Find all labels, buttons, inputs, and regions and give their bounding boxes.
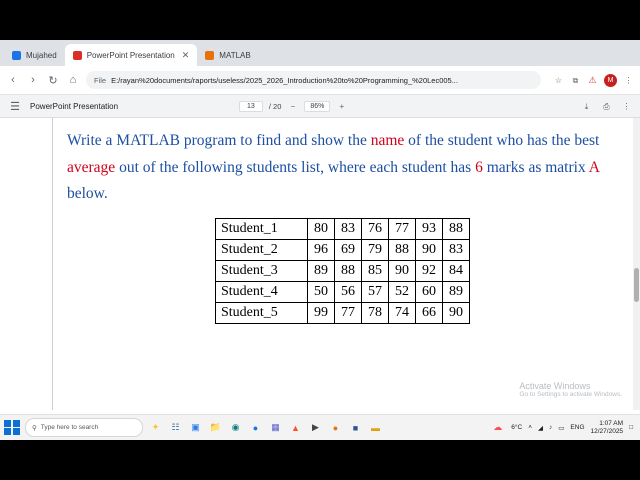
document-page [53, 118, 640, 410]
folder-icon[interactable]: ▬ [371, 422, 380, 433]
watermark-subtitle: Go to Settings to activate Windows. [519, 391, 622, 398]
explorer-icon[interactable]: 📁 [209, 422, 222, 432]
language-indicator[interactable]: ENG [570, 424, 585, 431]
zoom-out-icon[interactable]: − [290, 101, 296, 111]
address-bar-url: E:/rayan%20documents/raports/useless/2025_2026_Introduction%20to%20Programming_%20Lec005... [111, 75, 458, 85]
address-bar[interactable] [86, 71, 541, 89]
question-paragraph [67, 128, 618, 208]
scrollbar-thumb[interactable] [634, 268, 639, 302]
zoom-in-icon[interactable]: + [339, 101, 345, 111]
browser-nav-bar [0, 66, 640, 95]
browser-tab-2[interactable] [197, 44, 258, 66]
sparkle-icon[interactable]: ✦ [151, 422, 160, 432]
mark-cell: 66 [416, 302, 443, 323]
mark-cell: 90 [443, 302, 470, 323]
volume-icon[interactable]: ♪ [549, 424, 553, 431]
student-name-cell: Student_5 [216, 302, 308, 323]
edge-icon[interactable]: ◉ [231, 422, 240, 432]
download-icon[interactable]: ⤓ [584, 101, 589, 111]
document-title: PowerPoint Presentation [30, 101, 119, 111]
para-seg-3: average [67, 158, 116, 176]
store-icon[interactable]: ▦ [271, 422, 280, 432]
hidden-icons-chevron-icon[interactable]: ˄ [528, 424, 533, 431]
mark-cell: 80 [308, 218, 335, 239]
mark-cell: 85 [362, 260, 389, 281]
tab-label: PowerPoint Presentation [86, 50, 175, 60]
scrollbar-track[interactable] [633, 118, 640, 410]
para-seg-0: Write a MATLAB program to find and show the [67, 132, 371, 149]
mark-cell: 83 [335, 218, 362, 239]
mark-cell: 89 [308, 260, 335, 281]
start-button-icon[interactable] [4, 420, 20, 436]
clock-date: 12/27/2025 [590, 427, 624, 435]
mark-cell: 84 [443, 260, 470, 281]
para-seg-7: A [588, 158, 600, 176]
media-icon[interactable]: ▶ [312, 422, 319, 432]
para-seg-4: out of the following students list, where each student has [115, 158, 476, 176]
matlab-icon[interactable]: ● [332, 422, 339, 433]
mark-cell: 74 [389, 302, 416, 323]
avatar[interactable]: M [604, 74, 617, 87]
viewer-left-margin [0, 118, 53, 410]
pdf-viewer[interactable] [0, 118, 640, 410]
word-icon[interactable]: ■ [352, 422, 359, 433]
widgets-icon[interactable]: ▣ [191, 422, 200, 432]
tab-favicon-icon [12, 51, 21, 60]
mark-cell: 96 [308, 239, 335, 260]
mark-cell: 57 [362, 281, 389, 302]
clock[interactable] [591, 420, 624, 435]
mark-cell: 99 [308, 302, 335, 323]
pdf-toolbar [0, 95, 640, 118]
bookmark-star-icon[interactable]: ☆ [554, 75, 563, 85]
table-row [216, 260, 470, 281]
mark-cell: 88 [335, 260, 362, 281]
mark-cell: 78 [362, 302, 389, 323]
search-placeholder: Type here to search [40, 424, 99, 431]
browser-tab-0[interactable] [4, 44, 65, 66]
para-seg-2: of the student who has the best [404, 132, 600, 149]
mark-cell: 93 [416, 218, 443, 239]
tab-label: Mujahed [26, 50, 57, 60]
windows-taskbar [0, 414, 640, 440]
mark-cell: 60 [416, 281, 443, 302]
para-seg-1: name [370, 132, 405, 149]
watermark-title: Activate Windows [519, 381, 591, 391]
battery-icon[interactable]: ▭ [558, 424, 565, 432]
browser-menu-icon[interactable]: ⋮ [624, 75, 633, 85]
mark-cell: 56 [335, 281, 362, 302]
mark-cell: 88 [389, 239, 416, 260]
mark-cell: 88 [443, 218, 470, 239]
zoom-level[interactable]: 86% [304, 101, 330, 112]
system-tray [490, 420, 636, 435]
mark-cell: 69 [335, 239, 362, 260]
pdf-toolbar-actions [581, 101, 632, 112]
home-icon[interactable]: ⌂ [69, 74, 77, 86]
browser-tab-1[interactable] [65, 44, 198, 66]
mark-cell: 90 [416, 239, 443, 260]
mark-cell: 92 [416, 260, 443, 281]
chrome-icon[interactable]: ● [252, 422, 259, 433]
mark-cell: 89 [443, 281, 470, 302]
page-number-input[interactable]: 13 [239, 101, 263, 112]
mark-cell: 77 [389, 218, 416, 239]
pdf-more-icon[interactable]: ⋮ [622, 101, 631, 111]
tab-favicon-icon [205, 51, 214, 60]
extensions-icon[interactable]: ⧉ [572, 75, 579, 85]
network-icon[interactable]: ◢ [538, 424, 544, 432]
para-seg-6: marks as matrix [482, 158, 589, 176]
table-row [216, 218, 470, 239]
sidebar-toggle-icon[interactable]: ☰ [10, 100, 20, 113]
clock-time: 1:07 AM [599, 420, 624, 428]
table-row [216, 281, 470, 302]
forward-icon[interactable]: › [31, 74, 35, 86]
para-seg-8: below. [67, 185, 108, 203]
search-input[interactable] [25, 418, 143, 437]
student-name-cell: Student_2 [216, 239, 308, 260]
weather-temperature[interactable]: 6°C [511, 424, 523, 431]
desktop-screen [0, 40, 640, 440]
student-name-cell: Student_3 [216, 260, 308, 281]
mark-cell: 83 [443, 239, 470, 260]
close-icon[interactable]: ✕ [181, 49, 190, 60]
browser-tab-bar [0, 40, 640, 66]
mark-cell: 52 [389, 281, 416, 302]
omnibox-actions [547, 74, 634, 87]
file-scheme-label: File [94, 75, 107, 85]
brave-icon[interactable]: ▲ [291, 422, 300, 433]
table-row [216, 239, 470, 260]
marks-table [215, 218, 470, 324]
print-icon[interactable]: ⎙ [603, 101, 610, 111]
student-name-cell: Student_4 [216, 281, 308, 302]
notification-icon[interactable]: □ [629, 424, 633, 431]
cloud-weather-icon[interactable]: ☁ [493, 422, 503, 432]
warning-icon[interactable]: ⚠ [588, 74, 597, 85]
table-row [216, 302, 470, 323]
tab-favicon-icon [73, 51, 82, 60]
tab-label: MATLAB [219, 50, 251, 60]
back-icon[interactable]: ‹ [11, 74, 15, 86]
mark-cell: 77 [335, 302, 362, 323]
mark-cell: 76 [362, 218, 389, 239]
mark-cell: 90 [389, 260, 416, 281]
reload-icon[interactable]: ↻ [48, 74, 58, 87]
mark-cell: 50 [308, 281, 335, 302]
mark-cell: 79 [362, 239, 389, 260]
search-icon: ⚲ [32, 424, 37, 432]
task-view-icon[interactable]: ☷ [171, 422, 180, 432]
page-total-label: / 20 [268, 101, 282, 111]
student-name-cell: Student_1 [216, 218, 308, 239]
para-seg-5: 6 [475, 158, 483, 176]
pdf-page-controls [239, 101, 348, 112]
